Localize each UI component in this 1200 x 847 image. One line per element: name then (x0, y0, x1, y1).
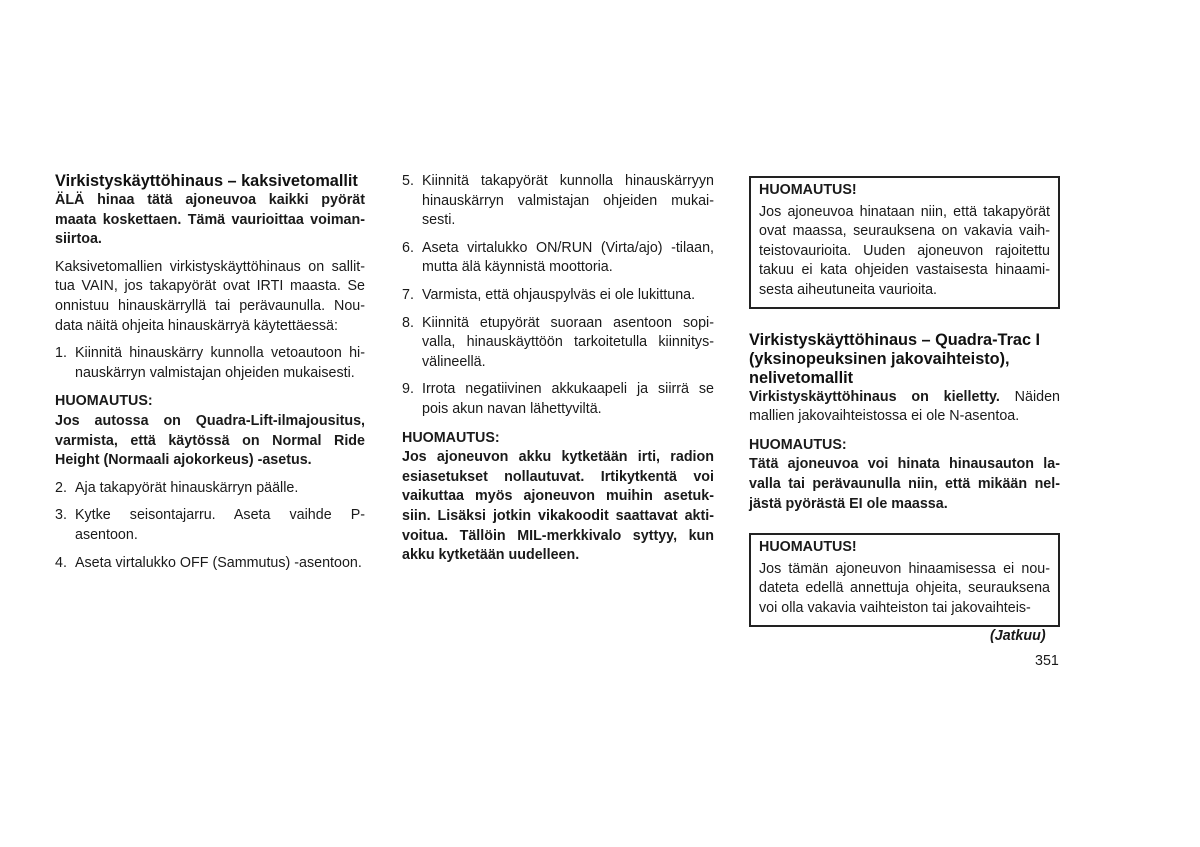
caution-box-title: HUOMAUTUS! (759, 539, 857, 556)
list-item (402, 239, 714, 278)
list-item (55, 506, 365, 545)
note-title: HUOMAUTUS: (402, 429, 500, 446)
list-item-text: Kytke seisontajarru. Aseta vaihde P-asentoon. (75, 507, 365, 543)
list-item-text: Varmista, että ohjauspylväs ei ole lukittuna. (422, 286, 696, 303)
caution-box-text: Jos ajoneuvoa hinataan niin, että takapyörät ovat maassa, seurauksena on vakavia vaih-teistovaurioita. Uuden ajoneuvon rajoitettu takuu ei kata ohjeiden vastaisesta hinaami-sesta aiheutuneita vaurioita. (759, 203, 1050, 298)
list-item-number: 7. (402, 286, 414, 303)
caution-box (749, 176, 1060, 309)
list-item-text: Kiinnitä etupyörät suoraan asentoon sopi-valla, hinauskäyttöön tarkoitetulla kiinnitys-välineellä. (422, 314, 714, 370)
list-item (55, 554, 365, 574)
steps-list-continued (55, 479, 365, 573)
note-text: Jos ajoneuvon akku kytketään irti, radion esiasetukset nollautuvat. Irtikytkentä voi vaikuttaa myös ajoneuvon muihin asetuk-siin. Lisäksi jotkin vikakoodit saattavat akti-voitua. Tällöin MIL-merkkivalo syttyy, kun akku kytketään uudelleen. (402, 449, 714, 564)
continued-label: (Jatkuu) (990, 628, 1046, 644)
list-item-text: Kiinnitä hinauskärry kunnolla vetoautoon hi-nauskärryn valmistajan ohjeiden mukaisesti. (75, 345, 365, 381)
list-item-text: Aseta virtalukko OFF (Sammutus) -asentoon. (75, 554, 362, 571)
steps-list-middle (402, 172, 714, 420)
column-middle (402, 172, 714, 566)
list-item (55, 479, 365, 499)
column-left (55, 172, 365, 573)
list-item-number: 9. (402, 381, 414, 398)
list-item (402, 286, 714, 306)
section-lead-rest: Näiden mallien jakovaihteistossa ei ole N-asentoa. (749, 388, 1060, 425)
caution-box-text: Jos tämän ajoneuvon hinaamisessa ei nou-dateta edellä annettuja ohjeita, seurauksena voi olla vakavia vaihteiston tai jakovaihteis- (759, 560, 1050, 616)
list-item-number: 5. (402, 173, 414, 189)
section-heading-two-wheel: Virkistyskäyttöhinaus – kaksivetomallit (55, 172, 358, 190)
steps-list-start (55, 344, 365, 383)
list-item-number: 2. (55, 479, 67, 496)
list-item-number: 4. (55, 554, 67, 571)
page-number: 351 (1035, 653, 1059, 669)
intro-paragraph: Kaksivetomallien virkistyskäyttöhinaus on sallit-tua VAIN, jos takapyörät ovat IRTI maasta. Se onnistuu hinauskärryllä tai perävaunulla. Nou-data näitä ohjeita hinauskärryä käytettäessä: (55, 258, 365, 334)
list-item-number: 8. (402, 314, 414, 331)
caution-box (749, 533, 1060, 626)
column-right (749, 176, 1060, 627)
section-heading-quadra-trac: Virkistyskäyttöhinaus – Quadra-Trac I (yksinopeuksinen jakovaihteisto), nelivetomallit (749, 330, 1041, 387)
note-text: Tätä ajoneuvoa voi hinata hinausauton la-valla tai perävaunulla niin, että mikään nel-jästä pyörästä EI ole maassa. (749, 456, 1060, 512)
caution-box-title: HUOMAUTUS! (759, 182, 857, 198)
list-item-number: 1. (55, 345, 67, 362)
list-item-text: Irrota negatiivinen akkukaapeli ja siirrä se pois akun navan lähettyviltä. (422, 381, 714, 417)
list-item-text: Kiinnitä takapyörät kunnolla hinauskärryyn hinauskärryn valmistajan ohjeiden mukai-sesti. (422, 173, 714, 229)
section-lead-warning: ÄLÄ hinaa tätä ajoneuvoa kaikki pyörät maata koskettaen. Tämä vaurioittaa voiman-siirtoa. (55, 192, 365, 248)
list-item-number: 3. (55, 507, 67, 524)
section-lead-bold: Virkistyskäyttöhinaus on kielletty. (749, 388, 1000, 405)
list-item-number: 6. (402, 239, 414, 256)
list-item (402, 172, 714, 231)
list-item (402, 380, 714, 419)
section-lead (749, 388, 1060, 427)
note-title: HUOMAUTUS: (55, 393, 153, 410)
list-item-text: Aja takapyörät hinauskärryn päälle. (75, 479, 299, 496)
list-item-text: Aseta virtalukko ON/RUN (Virta/ajo) -tilaan, mutta älä käynnistä moottoria. (422, 239, 714, 276)
list-item (402, 314, 714, 373)
note-title: HUOMAUTUS: (749, 436, 847, 453)
note-text: Jos autossa on Quadra-Lift-ilmajousitus, varmista, että käytössä on Normal Ride Height (Normaali ajokorkeus) -asetus. (55, 412, 365, 469)
list-item (55, 344, 365, 383)
